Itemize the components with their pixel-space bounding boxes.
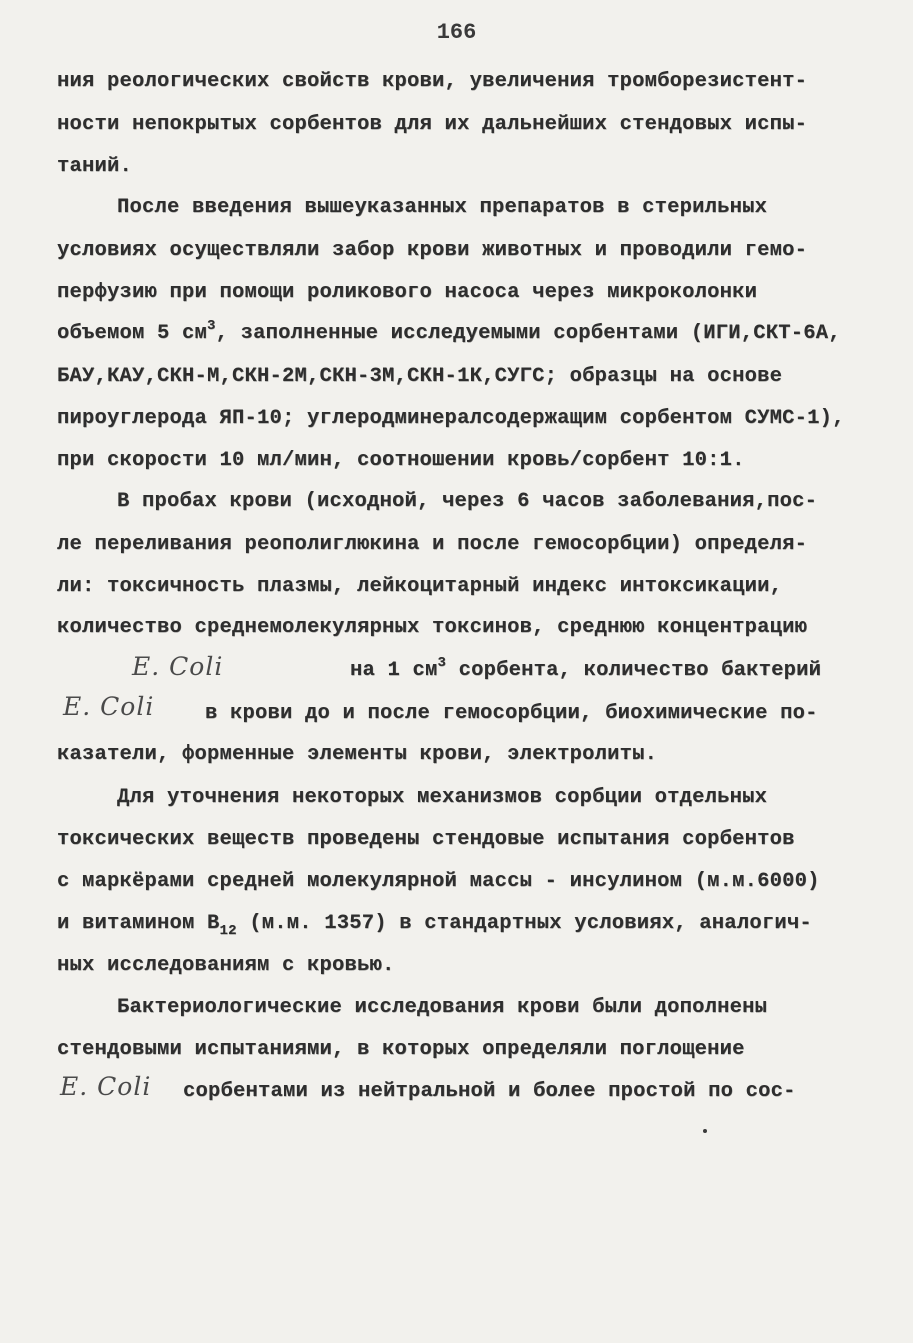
- text-fragment: объемом 5 см: [57, 322, 208, 345]
- text-fragment: и витамином В: [57, 912, 220, 935]
- text-fragment: (м.м. 1357) в стандартных условиях, аналогич-: [236, 912, 812, 935]
- paragraph-start-line: После введения вышеуказанных препаратов в стерильных: [117, 196, 768, 219]
- text-line: в крови до и после гемосорбции, биохимические по-: [205, 702, 818, 725]
- superscript: 3: [207, 318, 216, 334]
- text-fragment: на 1 см: [350, 659, 438, 682]
- text-line: пироуглерода ЯП-10; углеродминералсодержащим сорбентом СУМС-1),: [57, 407, 845, 430]
- text-fragment: сорбента, количество бактерий: [446, 659, 822, 682]
- subscript: 12: [219, 923, 237, 939]
- page-number: 166: [436, 20, 477, 45]
- text-line: казатели, форменные элементы крови, электролиты.: [57, 743, 658, 766]
- handwritten-annotation: E. Coli: [132, 652, 224, 681]
- paragraph-start-line: Бактериологические исследования крови были дополнены: [117, 996, 768, 1019]
- text-line: сорбентами из нейтральной и более простой по сос-: [183, 1080, 796, 1103]
- handwritten-annotation: E. Coli: [63, 692, 155, 721]
- text-line: количество среднемолекулярных токсинов, среднюю концентрацию: [57, 616, 808, 639]
- text-line: ле переливания реополиглюкина и после гемосорбции) определя-: [57, 533, 808, 556]
- handwritten-annotation: E. Coli: [60, 1072, 152, 1101]
- text-line: ли: токсичность плазмы, лейкоцитарный индекс интоксикации,: [57, 575, 783, 598]
- text-line: [57, 912, 812, 939]
- text-line: таний.: [57, 155, 133, 178]
- text-line: перфузию при помощи роликового насоса через микроколонки: [57, 281, 758, 304]
- paragraph-start-line: В пробах крови (исходной, через 6 часов заболевания,пос-: [117, 490, 818, 513]
- text-line: ности непокрытых сорбентов для их дальнейших стендовых испы-: [57, 113, 808, 136]
- text-line: БАУ,КАУ,СКН-М,СКН-2М,СКН-3М,СКН-1К,СУГС; образцы на основе: [57, 365, 783, 388]
- superscript: 3: [437, 655, 447, 671]
- text-line: условиях осуществляли забор крови животных и проводили гемо-: [57, 239, 808, 262]
- text-line: [57, 318, 841, 345]
- paragraph-start-line: Для уточнения некоторых механизмов сорбции отдельных: [117, 786, 768, 809]
- text-line: стендовыми испытаниями, в которых определяли поглощение: [57, 1038, 745, 1061]
- text-fragment: , заполненные исследуемыми сорбентами (ИГИ,СКТ-6А,: [215, 322, 841, 345]
- text-line: [350, 655, 822, 682]
- text-line: ных исследованиям с кровью.: [57, 954, 395, 977]
- text-line: с маркёрами средней молекулярной массы - инсулином (м.м.6000): [57, 870, 820, 893]
- text-line: токсических веществ проведены стендовые испытания сорбентов: [57, 828, 795, 851]
- text-line: при скорости 10 мл/мин, соотношении кровь/сорбент 10:1.: [57, 449, 745, 472]
- text-line: ния реологических свойств крови, увеличения тромборезистент-: [57, 70, 808, 93]
- ink-dot: [703, 1129, 707, 1133]
